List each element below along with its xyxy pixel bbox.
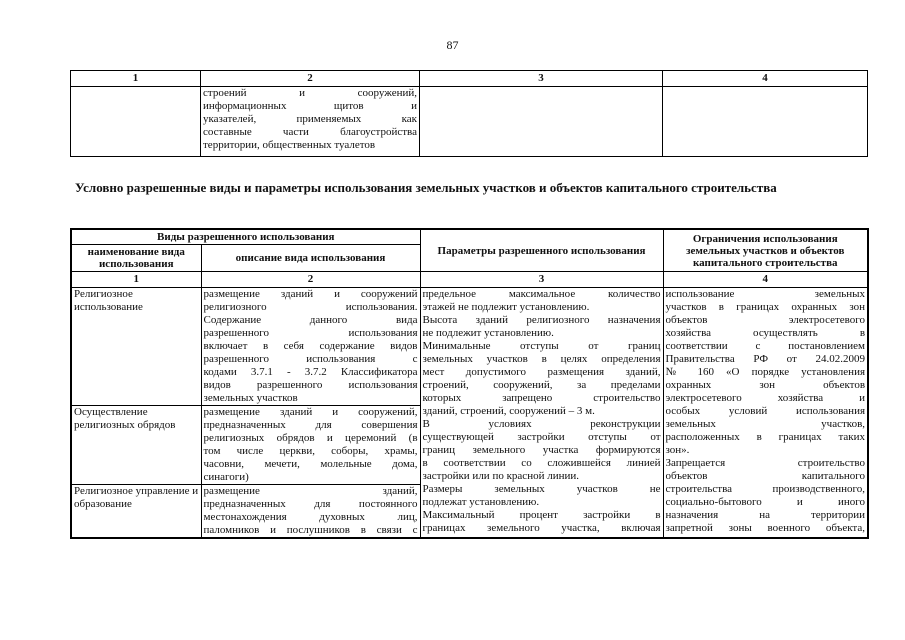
header-desc: описание вида использования — [201, 245, 420, 272]
text-line: земельных участков, — [665, 418, 866, 430]
col-number: 3 — [420, 71, 663, 87]
text-line: охранных зон объектов — [665, 379, 866, 391]
text-line: информационных щитов и — [203, 100, 417, 112]
text-line: строений и сооружений, — [203, 87, 417, 99]
text-line: предназначенных для совершения — [203, 419, 418, 431]
empty-cell — [420, 87, 663, 157]
text-line: Высота зданий религиозного назначения — [422, 314, 661, 326]
empty-cell — [71, 87, 201, 157]
col-number: 1 — [71, 272, 201, 288]
text-line: религиозных обрядов и церемоний (в — [203, 432, 418, 444]
empty-cell — [663, 87, 868, 157]
text-line: застройки или по красной линии. — [422, 470, 580, 482]
col-number: 3 — [420, 272, 663, 288]
text-line: Минимальные отступы от границ — [422, 340, 661, 352]
text-line: В условиях реконструкции — [422, 418, 661, 430]
text-line: № 160 «О порядке установления — [665, 366, 866, 378]
text-line: Правительства РФ от 24.02.2009 — [665, 353, 866, 365]
table-number-row — [71, 71, 868, 87]
table-row — [71, 87, 868, 157]
text-line: Максимальный процент застройки в — [422, 509, 661, 521]
text-line: синагоги) — [203, 471, 249, 483]
text-line: строений, сооружений, за пределами — [422, 379, 661, 391]
text-line: том числе церкви, соборы, храмы, — [203, 445, 418, 457]
text-line: объектов электросетевого — [665, 314, 866, 326]
text-line: социально-бытового и иного — [665, 496, 866, 508]
text-line: разрешенного использования — [203, 327, 418, 339]
header-params: Параметры разрешенного использования — [420, 229, 663, 272]
use-description-cell — [201, 485, 420, 539]
header-group: Виды разрешенного использования — [71, 229, 420, 245]
table-number-row — [71, 272, 868, 288]
text-line: использование земельных — [665, 288, 866, 300]
col-number: 1 — [71, 71, 201, 87]
text-line: подлежат установлению. — [422, 496, 540, 508]
text-line: земельных участков в целях определения — [422, 353, 661, 365]
text-line: Содержание данного вида — [203, 314, 418, 326]
use-description-cell — [201, 406, 420, 485]
use-name-cell: Религиозное управление и образование — [71, 485, 201, 539]
text-line: религиозного использования. — [203, 301, 418, 313]
use-description-cell — [201, 288, 420, 406]
text-line: составные части благоустройства — [203, 126, 417, 138]
text-line: часовни, мечети, молельные дома, — [203, 458, 418, 470]
col-number: 2 — [201, 71, 420, 87]
section-heading: Условно разрешенные виды и параметры использования земельных участков и объектов капитального строительства — [75, 180, 777, 195]
text-line: не подлежит установлению. — [422, 327, 554, 339]
text-line: кодами 3.7.1 - 3.7.2 Классификатора — [203, 366, 418, 378]
text-line: запретной зоны военного объекта, — [665, 522, 866, 534]
header-row — [71, 229, 868, 245]
text-line: участков в границах охранных зон — [665, 301, 866, 313]
continued-table — [70, 70, 868, 157]
parameters-cell — [420, 288, 663, 539]
text-line: размещение зданий, — [203, 485, 418, 497]
text-line: существующей застройки отступы от — [422, 431, 661, 443]
main-table — [70, 228, 869, 539]
text-line: включает в себя содержание видов — [203, 340, 418, 352]
text-line: объектов капитального — [665, 470, 866, 482]
text-line: назначения на территории — [665, 509, 866, 521]
text-line: которых запрещено строительство — [422, 392, 661, 404]
text-line: размещение зданий и сооружений — [203, 288, 418, 300]
text-line: паломников и послушников в связи с — [203, 524, 418, 536]
text-line: видов разрешенного использования — [203, 379, 418, 391]
text-line: предназначенных для постоянного — [203, 498, 418, 510]
text-line: земельных участков — [203, 392, 298, 404]
text-line: размещение зданий и сооружений, — [203, 406, 418, 418]
table-row — [71, 288, 868, 406]
col-number: 4 — [663, 272, 868, 288]
text-line: расположенных в границах таких — [665, 431, 866, 443]
use-name-cell: Религиозное использование — [71, 288, 201, 406]
page-number: 87 — [446, 38, 459, 52]
col-number: 2 — [201, 272, 420, 288]
text-line: местонахождения духовных лиц, — [203, 511, 418, 523]
header-limits: Ограничения использования земельных участков и объектов капитального строительства — [663, 229, 868, 272]
text-line: Размеры земельных участков не — [422, 483, 661, 495]
text-line: электросетевого хозяйства и — [665, 392, 866, 404]
text-line: хозяйства осуществлять в — [665, 327, 866, 339]
text-line: мест допустимого размещения зданий, — [422, 366, 661, 378]
text-line: указателей, применяемых как — [203, 113, 417, 125]
col-number: 4 — [663, 71, 868, 87]
text-line: зон». — [665, 444, 690, 456]
text-line: разрешенного использования с — [203, 353, 418, 365]
text-line: границах земельного участка, включая — [422, 522, 661, 534]
text-line: территории, общественных туалетов — [203, 139, 376, 151]
text-line: строительства производственного, — [665, 483, 866, 495]
text-line: границ земельного участка формируются — [422, 444, 661, 456]
text-line: особых условий использования — [665, 405, 866, 417]
use-name-cell: Осуществление религиозных обрядов — [71, 406, 201, 485]
description-cell — [201, 87, 420, 157]
text-line: зданий, строений, сооружений – 3 м. — [422, 405, 595, 417]
text-line: соответствии с постановлением — [665, 340, 866, 352]
text-line: Запрещается строительство — [665, 457, 866, 469]
text-line: в соответствии со сложившейся линией — [422, 457, 661, 469]
text-line: этажей не подлежит установлению. — [422, 301, 590, 313]
limits-cell — [663, 288, 868, 539]
text-line: предельное максимальное количество — [422, 288, 661, 300]
header-name: наименование вида использования — [71, 245, 201, 272]
